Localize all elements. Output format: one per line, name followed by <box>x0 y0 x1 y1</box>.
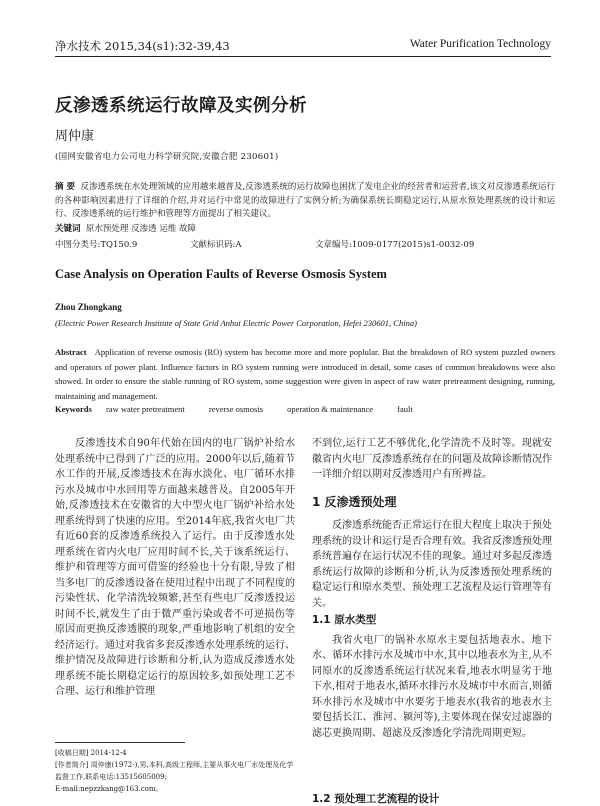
footnote-rule <box>55 742 185 743</box>
clc-number: 中图分类号:TQ150.9 <box>55 240 138 250</box>
keywords-zh <box>55 222 196 234</box>
header-rule <box>55 56 551 57</box>
article-number: 文章编号:1009-0177(2015)s1-0032-09 <box>315 240 475 250</box>
document-code: 文献标识码:A <box>190 240 242 250</box>
keywords-en <box>55 404 555 414</box>
journal-name-en: Water Purification Technology <box>409 38 551 50</box>
affiliation-zh: (国网安徽省电力公司电力科学研究院,安徽合肥 230601) <box>55 152 279 162</box>
subsection-heading-1-1: 1.1 原水类型 <box>312 614 377 626</box>
footnote-received: [收稿日期] 2014-12-4 <box>55 749 127 757</box>
abstract-zh-text: 反渗透系统在水处理领域的应用越来越普及,反渗透系统的运行故障也困扰了发电企业的经营者和运营者,该文对反渗透系统运行的各种影响因素进行了详细的介绍,并对运行中常见的故障进行了实例分析;为确保系统长期稳定运行,从原水预处理系统的设计和运行、反渗透系统的运行维护和管理等方面提出了相关建议。 <box>55 182 555 219</box>
keywords-en-label: Keywords <box>55 404 92 414</box>
abstract-zh-label: 摘 要 <box>55 182 76 192</box>
paper-title-en: Case Analysis on Operation Faults of Reverse Osmosis System <box>55 267 387 281</box>
body-paragraph: 反渗透系统能否正常运行在很大程度上取决于预处理系统的设计和运行是否合理有效。我省反渗透预处理系统普遍存在运行状况不佳的现象。通过对多起反渗透系统运行故障的诊断和分析,认为反渗透预处理系统的稳定运行和原水类型、预处理工艺流程及运行管理等有关。 <box>312 520 552 609</box>
keyword-en: fault <box>397 404 413 414</box>
keyword-en: reverse osmosis <box>208 404 263 414</box>
paper-title-zh: 反渗透系统运行故障及实例分析 <box>55 96 307 116</box>
keyword-en: raw water pretreatment <box>105 404 185 414</box>
abstract-en-text: Application of reverse osmosis (RO) system has become more and more poplular. But the breakdown of RO system puzzled owners and operators of power plant. Influence factors in RO system running were introduced in detail, some cases of common breakdowns were also showed. In order to ensure the stable running of RO system, some suggestion were given in aspect of raw water pretreatment designing, running, maintaining and management. <box>55 347 555 401</box>
affiliation-en: (Electric Power Research Institute of State Grid Anhui Electric Power Corporation, Hefei 230601, China) <box>55 318 417 328</box>
author-zh: 周仲康 <box>55 129 95 144</box>
journal-citation-zh: 净水技术 2015,34(s1):32-39,43 <box>55 39 230 53</box>
keywords-zh-text: 原水预处理 反渗透 运维 故障 <box>85 224 197 234</box>
footnote <box>55 747 295 795</box>
body-column-right <box>312 436 552 741</box>
keywords-zh-label: 关键词 <box>55 224 81 234</box>
footnote-email: E-mail:nepzzkang@163.com。 <box>55 785 163 793</box>
body-column-left <box>55 436 295 700</box>
body-paragraph-continued: 不到位,运行工艺不够优化,化学清洗不及时等。现就安徽省内火电厂反渗透系统存在的问题及故障诊断情况作一详细介绍以期对反渗透用户有所裨益。 <box>312 438 552 480</box>
author-en: Zhou Zhongkang <box>55 302 122 312</box>
footnote-author-intro: [作者简介] 周仲康(1972-),男,本科,高级工程师,主要从事火电厂水处理及化学监督工作,联系电话:13515605009; <box>55 761 294 781</box>
section-heading-1: 1 反渗透预处理 <box>312 494 397 509</box>
abstract-en <box>55 345 555 403</box>
body-paragraph: 反渗透技术自90年代始在国内的电厂锅炉补给水处理系统中已得到了广泛的应用。2000年以后,随着节水工作的开展,反渗透技术在海水淡化、电厂循环水排污水及城市中水回用等方面越来越普及。自2005年开始,反渗透技术在安徽省的大中型火电厂锅炉补给水处理系统得到了快速的应用。至2014年底,我省火电厂共有近60套的反渗透系统投入了运行。由于反渗透水处理系统在省内火电厂应用时间不长,关于该系统运行、维护和管理等方面可借鉴的经验也十分有限,导致了相当多电厂的反渗透设备在使用过程中出现了不同程度的污染性状、化学清洗较频繁,甚至有些电厂反渗透投运时间不长,就发生了由于微严重污染或者不可逆损伤等原因而更换反渗透膜的现象,严重地影响了机组的安全经济运行。通过对我省多套反渗透水处理系统的运行、维护情况及故障进行诊断和分析,认为造成反渗透水处理系统不能长期稳定运行的原因较多,如预处理工艺不合理、运行和维护管理 <box>55 438 295 697</box>
keyword-en: operation & maintenance <box>287 404 374 414</box>
subsection-heading-1-2: 1.2 预处理工艺流程的设计 <box>312 793 440 805</box>
body-paragraph: 我省火电厂的锅补水原水主要包括地表水、地下水、循环水排污水及城市中水,其中以地表水为主,从不同原水的反渗透系统运行状况来看,地表水明显劣于地下水,相对于地表水,循环水排污水及城市中水而言,则循环水排污水及城市中水要劣于地表水(我省的地表水主要包括长江、淮河、颍河等),主要体现在保安过滤器的滤芯更换周期、超滤及反渗透化学清洗周期更短。 <box>312 634 552 739</box>
abstract-en-label: Abstract <box>55 347 87 357</box>
abstract-zh <box>55 181 555 222</box>
